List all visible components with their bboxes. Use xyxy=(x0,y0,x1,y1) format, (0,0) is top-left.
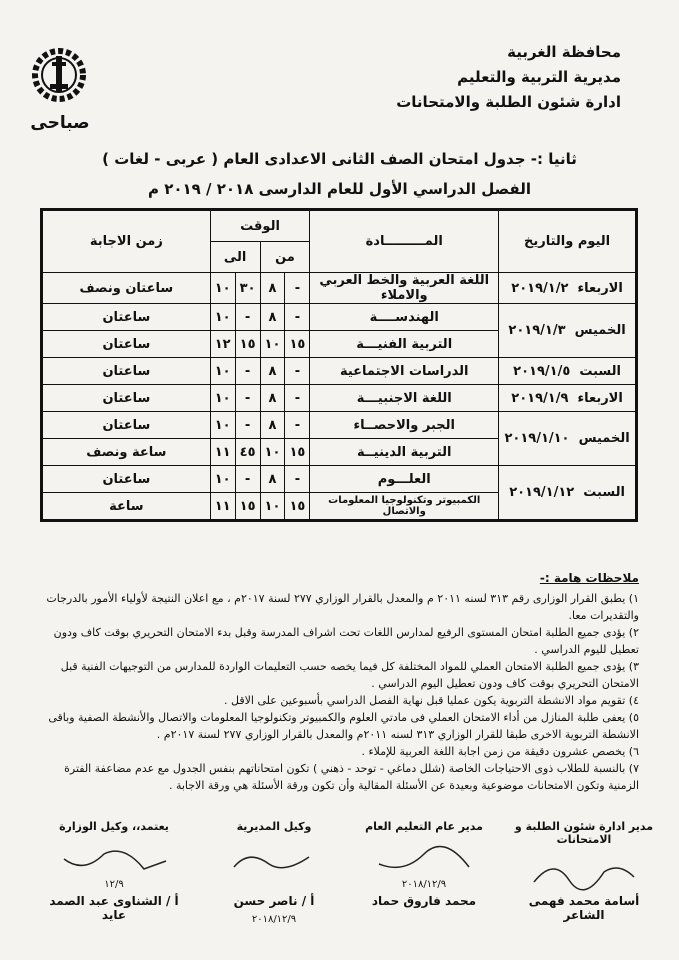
to-hour: ١٢ xyxy=(210,331,235,358)
from-minute: - xyxy=(285,385,310,412)
to-hour: ١٠ xyxy=(210,304,235,331)
header-authority xyxy=(396,40,621,115)
header-day-date: اليوم والتاريخ xyxy=(499,210,637,273)
note-item: ٣) يؤدى جميع الطلبة الامتحان العملي للمواد المختلفة كل فيما يخصه حسب التعليمات الواردة للمدارس من التوجيهات الفنية قبل الامتحان التحريري بوقت كاف ودون تعطيل اليوم الدراسي . xyxy=(60,660,639,690)
from-hour: ٨ xyxy=(260,304,285,331)
handwritten-signature-icon xyxy=(364,839,484,879)
duration-cell: ساعة xyxy=(42,493,211,521)
to-hour: ١٠ xyxy=(210,385,235,412)
table-row xyxy=(42,412,637,439)
subject-cell: الكمبيوتر وتكنولوجيا المعلومات والاتصال xyxy=(310,493,499,521)
page-subtitle: الفصل الدراسي الأول للعام الدارسى ٢٠١٨ / ٢٠١٩ م xyxy=(147,180,532,198)
signature-ministry-deputy: يعتمد،، وكيل الوزارة ١٢/٩ أ / الشناوى عبد الصمد عايد xyxy=(49,820,179,922)
note-item: ٤) تقويم مواد الانشطة التربوية يكون عمليا قبل نهاية الفصل الدراسي بأسبوعين على الاقل . xyxy=(224,694,639,707)
day-date-cell: السبت ٢٠١٩/١/١٢ xyxy=(499,466,637,521)
subject-cell: الهندســــة xyxy=(310,304,499,331)
from-hour: ٨ xyxy=(260,358,285,385)
from-minute: - xyxy=(285,358,310,385)
to-minute: - xyxy=(235,385,260,412)
to-minute: - xyxy=(235,466,260,493)
to-hour: ١١ xyxy=(210,493,235,521)
from-minute: - xyxy=(285,466,310,493)
duration-cell: ساعتان ونصف xyxy=(42,273,211,304)
signature-student-affairs: مدير ادارة شئون الطلبة و الامتحانات أسامة محمد فهمى الشاعر xyxy=(514,820,654,922)
from-minute: - xyxy=(285,412,310,439)
to-minute: - xyxy=(235,412,260,439)
to-hour: ١٠ xyxy=(210,273,235,304)
table-row xyxy=(42,385,637,412)
from-hour: ١٠ xyxy=(260,331,285,358)
to-minute: ١٥ xyxy=(235,331,260,358)
from-hour: ١٠ xyxy=(260,493,285,521)
subject-cell: اللغة الاجنبيـــة xyxy=(310,385,499,412)
signature-general-education: مدير عام التعليم العام ٢٠١٨/١٢/٩ محمد فاروق حماد xyxy=(365,820,483,908)
subject-cell: اللغة العربية والخط العربي والاملاء xyxy=(310,273,499,304)
to-hour: ١٠ xyxy=(210,412,235,439)
day-date-cell: الاربعاء ٢٠١٩/١/٢ xyxy=(499,273,637,304)
to-hour: ١٠ xyxy=(210,466,235,493)
from-hour: ١٠ xyxy=(260,439,285,466)
subject-cell: التربية الفنيـــة xyxy=(310,331,499,358)
from-minute: ١٥ xyxy=(285,493,310,521)
duration-cell: ساعتان xyxy=(42,331,211,358)
day-date-cell: الخميس ٢٠١٩/١/١٠ xyxy=(499,412,637,466)
table-row xyxy=(42,273,637,304)
notes-section xyxy=(32,570,639,794)
duration-cell: ساعتان xyxy=(42,466,211,493)
duration-cell: ساعتان xyxy=(42,304,211,331)
page-title: ثانيا :- جدول امتحان الصف الثانى الاعدادى العام ( عربى - لغات ) xyxy=(102,150,577,168)
from-hour: ٨ xyxy=(260,466,285,493)
header-from: من xyxy=(260,242,310,273)
handwritten-signature-icon xyxy=(54,839,174,879)
table-row xyxy=(42,304,637,331)
header-directorate: مديرية التربية والتعليم xyxy=(457,68,621,86)
exam-schedule-table xyxy=(40,208,638,522)
header-time: الوقت xyxy=(210,210,310,242)
notes-heading: ملاحظات هامة :- xyxy=(539,571,639,585)
to-minute: - xyxy=(235,304,260,331)
subject-cell: التربية الدينيــة xyxy=(310,439,499,466)
signature-deputy-directorate: وكيل المديرية أ / ناصر حسن ٢٠١٨/١٢/٩ xyxy=(199,820,349,879)
duration-cell: ساعتان xyxy=(42,412,211,439)
handwritten-signature-icon xyxy=(524,852,644,892)
to-minute: ٣٠ xyxy=(235,273,260,304)
from-minute: - xyxy=(285,304,310,331)
to-hour: ١١ xyxy=(210,439,235,466)
note-item: ٧) بالنسبة للطلاب ذوى الاحتياجات الخاصة (شلل دماغي - توحد - ذهني ) تكون امتحاناتهم بنفس الجدول مع عدم مضاعفة الفترة الزمنية وتكون الامتحانات موضوعية وبعيدة عن الأسئلة المقالية وأن تكون ورقة الأسئلة هي ورقة الاجابة . xyxy=(64,762,639,792)
header-department: ادارة شئون الطلبة والامتحانات xyxy=(396,93,621,111)
duration-cell: ساعتان xyxy=(42,385,211,412)
to-hour: ١٠ xyxy=(210,358,235,385)
district-label: صباحى xyxy=(30,113,90,133)
day-date-cell: الاربعاء ٢٠١٩/١/٩ xyxy=(499,385,637,412)
table-row xyxy=(42,466,637,493)
subject-cell: الجبر والاحصــاء xyxy=(310,412,499,439)
to-minute: - xyxy=(235,358,260,385)
gear-emblem-icon xyxy=(30,42,88,112)
header-duration: زمن الاجابة xyxy=(42,210,211,273)
subject-cell: العلـــوم xyxy=(310,466,499,493)
to-minute: ٤٥ xyxy=(235,439,260,466)
from-minute: ١٥ xyxy=(285,331,310,358)
to-minute: ١٥ xyxy=(235,493,260,521)
table-row xyxy=(42,358,637,385)
handwritten-signature-icon xyxy=(214,839,334,879)
header-subject: المـــــــــادة xyxy=(310,210,499,273)
note-item: ١) يطبق القرار الوزارى رقم ٣١٣ لسنه ٢٠١١ م والمعدل بالقرار الوزاري ٢٧٧ لسنة ٢٠١٧م ، مع اعلان النتيجة لأولياء الأمور بالدرجات والتقديرات معا. xyxy=(46,592,639,622)
header-governorate: محافظة الغربية xyxy=(507,43,621,61)
duration-cell: ساعة ونصف xyxy=(42,439,211,466)
note-item: ٥) يعفى طلبة المنازل من أداء الامتحان العملي فى مادتي العلوم والكمبيوتر وتكنولوجيا المعلومات والاتصال والأنشطة الصفية وباقى الانشطة التربوية الاخرى طبقا للقرار الوزاري ٣١٣ لسنه ٢٠١١م والمعدل بالقرار الوزاري ٢٧٧ لسنة ٢٠١٧م . xyxy=(48,711,639,741)
duration-cell: ساعتان xyxy=(42,358,211,385)
from-hour: ٨ xyxy=(260,385,285,412)
subject-cell: الدراسات الاجتماعية xyxy=(310,358,499,385)
from-hour: ٨ xyxy=(260,273,285,304)
from-hour: ٨ xyxy=(260,412,285,439)
from-minute: ١٥ xyxy=(285,439,310,466)
from-minute: - xyxy=(285,273,310,304)
header-to: الى xyxy=(210,242,260,273)
note-item: ٢) يؤدى جميع الطلبة امتحان المستوى الرفيع لمدارس اللغات تحت اشراف المدرسة وقبل بدء الامتحان التحريري بوقت كاف ودون تعطيل لليوم الدراسي . xyxy=(53,626,639,656)
day-date-cell: السبت ٢٠١٩/١/٥ xyxy=(499,358,637,385)
note-item: ٦) يخصص عشرون دقيقة من زمن اجابة اللغة العربية للإملاء . xyxy=(361,745,639,758)
signatures-block xyxy=(20,820,659,940)
day-date-cell: الخميس ٢٠١٩/١/٣ xyxy=(499,304,637,358)
